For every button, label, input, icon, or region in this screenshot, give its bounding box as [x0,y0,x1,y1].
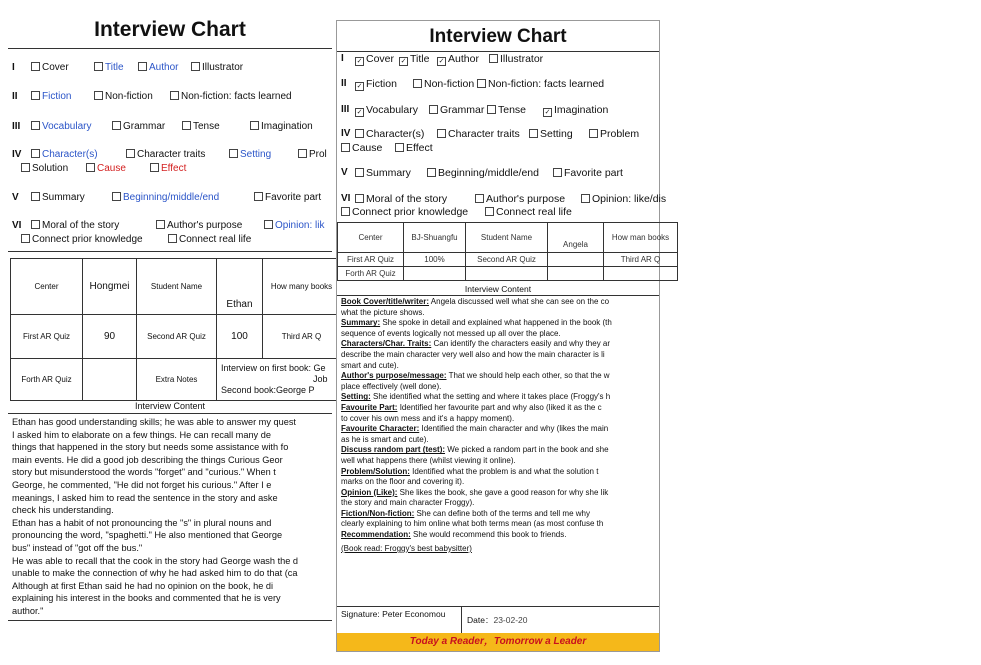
right-interview-sheet [336,20,670,652]
right-checkbox-vocabulary[interactable] [355,104,418,117]
entry-label: Book Cover/title/writer: [341,297,430,306]
left-checkbox-beginning-middle-end[interactable] [112,192,219,203]
date-value: 23-02-20 [493,615,528,625]
checkbox-icon [589,129,598,138]
checkbox-icon [170,91,179,100]
entry-text: as he is smart and cute). [341,434,429,444]
checkbox-label: Summary [42,192,85,203]
date-label: Date： [467,615,494,625]
left-checkbox-favorite-part[interactable] [254,192,321,203]
content-entry [341,414,981,425]
extra-line2: Job [313,374,328,384]
checkbox-label: Non-fiction: facts learned [488,78,605,90]
right-checkbox-moral-of-the-story[interactable] [355,193,447,205]
content-entry [341,382,981,393]
entry-label: Author's purpose/message: [341,371,447,381]
r-student-label: Student Name [466,223,548,253]
checkbox-icon [31,220,40,229]
right-checkbox-grammar[interactable] [429,104,484,116]
checkbox-label: Connect real life [179,234,252,245]
left-row-5-numeral: VI [12,220,22,231]
left-score-table [10,258,341,401]
checkbox-label: Title [410,53,430,65]
content-entry [341,339,981,350]
entry-label: Problem/Solution: [341,466,410,476]
checkbox-icon [191,62,200,71]
checkbox-icon [156,220,165,229]
entry-label: Summary: [341,318,381,328]
left-divider [8,251,332,252]
content-entry [341,456,981,467]
content-entry [341,350,981,361]
r-center-label: Center [338,223,404,253]
checkbox-icon [138,62,147,71]
entry-text: Identified her favourite part and why also (liked it as the c [397,402,602,412]
entry-text: clearly explaining to him online what both terms mean (as most confuse th [341,519,604,529]
checkbox-icon [31,91,40,100]
checkbox-label: Cause [352,142,383,154]
checkbox-icon [341,207,350,216]
checkbox-icon [86,163,95,172]
checkbox-icon [21,163,30,172]
entry-text: Identified what the problem is and what the solution t [409,466,599,476]
student-label: Student Name [137,259,217,315]
checkbox-label: Effect [161,163,187,174]
entry-text: place effectively (well done). [341,381,442,391]
checkbox-label: Author's purpose [167,220,243,231]
right-checkbox-title[interactable] [399,53,429,66]
content-entry [341,403,981,414]
left-row-0-numeral: I [12,62,15,73]
checkbox-label: Non-fiction: facts learned [181,91,292,102]
right-checkbox-cause[interactable] [341,142,382,154]
content-entry [341,318,981,329]
checkbox-label: Favorite part [564,167,623,179]
narrative-line: author." [12,605,44,616]
checkbox-label: Title [105,62,124,73]
narrative-line: story but misunderstood the words "forget" and "curious." When t [12,467,276,478]
checkbox-icon [475,194,484,203]
checkbox-label: Character(s) [366,128,425,140]
checked-box-icon [355,108,364,117]
checkbox-label: Author [149,62,179,73]
content-entry [341,329,981,340]
checkbox-icon [437,129,446,138]
r-center-value: BJ-Shuangfu [404,223,466,253]
checkbox-icon [355,194,364,203]
entry-text: She would recommend this book to friends. [410,530,567,540]
narrative-line: Ethan has a habit of not pronouncing the "s" in plural nouns and [12,517,272,528]
checkbox-icon [553,168,562,177]
checkbox-icon [413,79,422,88]
right-checkbox-author[interactable] [437,53,479,66]
checkbox-icon [341,143,350,152]
entry-text: sequence of events logically not messed up all over the place. [341,328,561,338]
checkbox-label: Fiction [42,91,72,102]
checkbox-icon [250,121,259,130]
checkbox-label: Tense [193,121,220,132]
left-narrative [12,416,298,618]
checkbox-icon [21,234,30,243]
checkbox-icon [31,192,40,201]
right-checkbox-summary[interactable] [355,167,411,179]
checkbox-icon [355,129,364,138]
checkbox-label: Connect prior knowledge [32,234,143,245]
r-quiz3-label: Third AR Q [604,253,678,267]
checkbox-icon [229,149,238,158]
entry-label: Recommendation: [341,530,411,540]
checkbox-label: Moral of the story [42,220,120,231]
checkbox-label: Grammar [123,121,166,132]
narrative-line: George, he commented, "He did not forget his curious." After I e [12,479,272,490]
quiz1-value: 90 [83,315,137,359]
narrative-line: bus" instead of "got off the bus." [12,542,143,553]
entry-label: Favourite Part: [341,402,398,412]
right-score-table [337,222,678,281]
checkbox-icon [254,192,263,201]
checked-box-icon [437,57,446,66]
narrative-line: main events. He did a good job describing the things Curious Geor [12,454,283,465]
checkbox-label: Solution [32,163,69,174]
content-entry [341,424,981,435]
center-value: Hongmei [83,259,137,315]
entry-text: Can identify the characters easily and why they ar [431,339,611,349]
right-content-header: Interview Content [464,284,532,294]
checkbox-icon [168,234,177,243]
entry-text: marks on the floor and covering it). [341,477,465,487]
checkbox-icon [355,168,364,177]
r-quiz4-label: Forth AR Quiz [338,267,404,281]
entry-label: Opinion (Like): [341,487,398,497]
checkbox-label: Author [448,53,479,65]
left-checkbox-grammar[interactable] [112,121,165,132]
slogan-bar: Today a Reader，Tomorrow a Leader [337,633,659,651]
right-checkbox-illustrator[interactable] [489,53,543,65]
r-quiz1-label: First AR Quiz [338,253,404,267]
right-row-2-numeral: III [341,104,350,115]
quiz3-label: Third AR Q [263,315,341,359]
left-checkbox-character-traits[interactable] [126,149,205,160]
entry-text: She identified what the setting and where it takes place (Froggy's h [370,392,611,402]
r-books-label: How man books [604,223,678,253]
checkbox-icon [31,149,40,158]
right-row-0-numeral: I [341,53,344,64]
checkbox-label: Setting [540,128,573,140]
entry-text: well what happens there (whilst viewing it online). [341,455,516,465]
entry-text: to cover his own mess and it's a happy moment). [341,413,515,423]
checkbox-icon [182,121,191,130]
r-quiz1-value: 100% [404,253,466,267]
content-entry [341,445,981,456]
right-checkbox-character-s[interactable] [355,128,424,140]
entry-text: That we should help each other, so that the w [446,371,610,381]
checkbox-label: Imagination [261,121,313,132]
narrative-line: check his understanding. [12,505,114,516]
left-checkbox-author-s-purpose[interactable] [156,220,242,231]
left-row-3-numeral: IV [12,149,22,160]
checkbox-icon [112,192,121,201]
left-row-4-numeral: V [12,192,19,203]
right-checkbox-character-traits[interactable] [437,128,520,140]
extra-label: Extra Notes [137,359,217,401]
entry-text: Identified the main character and why (likes the main [419,424,609,434]
checkbox-label: Problem [600,128,640,140]
content-entry [341,392,981,403]
checked-box-icon [399,57,408,66]
entry-label: Fiction/Non-fiction: [341,508,415,518]
extra-line3: Second book:George P [221,385,315,395]
right-checkbox-fiction[interactable] [355,78,397,91]
checkbox-label: Opinion: lik [275,220,325,231]
checkbox-label: Non-fiction [105,91,153,102]
content-entry [341,488,981,499]
right-checkbox-non-fiction-facts-learned[interactable] [477,78,604,90]
checkbox-label: Character traits [137,149,206,160]
books-label: How many books [263,259,341,315]
checkbox-label: Beginning/middle/end [438,167,539,179]
entry-text: She likes the book, she gave a good reason for why she lik [397,487,609,497]
left-checkbox-cause[interactable] [86,163,126,174]
content-entry [341,467,981,478]
left-checkbox-solution[interactable] [21,163,68,174]
quiz2-value: 100 [217,315,263,359]
checkbox-icon [298,149,307,158]
quiz1-label: First AR Quiz [11,315,83,359]
checkbox-icon [489,54,498,63]
entry-text: what the picture shows. [341,307,425,317]
right-title: Interview Chart [337,21,659,52]
checkbox-label: Opinion: like/dis [592,193,667,205]
entry-label: Setting: [341,392,371,402]
right-checkbox-tense[interactable] [487,104,526,116]
narrative-line: Although at first Ethan said he had no opinion on the book, he di [12,580,274,591]
right-checkbox-favorite-part[interactable] [553,167,623,179]
right-checkbox-opinion-like-dis[interactable] [581,193,666,205]
left-checkbox-title[interactable] [94,62,124,73]
narrative-line: Ethan has good understanding skills; he was able to answer my quest [12,417,296,427]
left-checkbox-cover[interactable] [31,62,69,73]
checked-box-icon [355,82,364,91]
center-label: Center [11,259,83,315]
quiz4-label: Forth AR Quiz [11,359,83,401]
checkbox-label: Cover [366,53,395,65]
left-checkbox-character-s[interactable] [31,149,98,160]
left-checkbox-fiction[interactable] [31,91,71,102]
extra-line1: Interview on first book: Ge [221,363,326,373]
entry-text: She spoke in detail and explained what happened in the book (th [380,318,612,328]
entry-text: the story and main character Froggy). [341,498,475,508]
left-checkbox-author[interactable] [138,62,178,73]
right-checkbox-non-fiction[interactable] [413,78,474,90]
student-value: Ethan [217,259,263,315]
checkbox-icon [31,121,40,130]
right-checkbox-beginning-middle-end[interactable] [427,167,539,179]
checkbox-label: Author's purpose [486,193,566,205]
content-entry [341,371,981,382]
content-entry [341,509,981,520]
left-checkbox-illustrator[interactable] [191,62,243,73]
checkbox-label: Connect real life [496,206,572,218]
checkbox-label: Illustrator [202,62,244,73]
left-checkbox-vocabulary[interactable] [31,121,91,132]
checkbox-icon [150,163,159,172]
right-row-1-numeral: II [341,78,347,89]
r-student-value: Angela [548,223,604,253]
entry-label: Discuss random part (test): [341,445,446,455]
narrative-line: meanings, I asked him to read the sentence in the story and aske [12,492,278,503]
r-quiz2-label: Second AR Quiz [466,253,548,267]
left-checkbox-connect-real-life[interactable] [168,234,251,245]
left-checkbox-tense[interactable] [182,121,220,132]
checkbox-icon [529,129,538,138]
checkbox-icon [31,62,40,71]
checkbox-icon [477,79,486,88]
quiz2-label: Second AR Quiz [137,315,217,359]
entry-text: She can define both of the terms and tell me why [414,508,590,518]
right-checkbox-cover[interactable] [355,53,394,66]
left-checkbox-moral-of-the-story[interactable] [31,220,119,231]
entry-label: Characters/Char. Traits: [341,339,432,349]
checkbox-label: Fiction [366,78,397,90]
checkbox-icon [427,168,436,177]
checkbox-label: Cause [97,163,126,174]
left-title: Interview Chart [8,8,332,49]
left-row-1-numeral: II [12,91,18,102]
content-entry [341,498,981,509]
signature-row [337,606,659,633]
right-checkbox-connect-prior-knowledge[interactable] [341,206,468,218]
left-checkbox-effect[interactable] [150,163,186,174]
checkbox-label: Cover [42,62,69,73]
checkbox-icon [94,91,103,100]
right-checkbox-setting[interactable] [529,128,573,140]
checked-box-icon [355,57,364,66]
checkbox-label: Favorite part [265,192,322,203]
checkbox-label: Effect [406,142,433,154]
right-checkbox-connect-real-life[interactable] [485,206,572,218]
right-checkbox-effect[interactable] [395,142,433,154]
content-entry [341,530,981,541]
checkbox-label: Moral of the story [366,193,448,205]
checkbox-label: Grammar [440,104,485,116]
checkbox-label: Summary [366,167,411,179]
left-row-2-numeral: III [12,121,21,132]
right-checkbox-problem[interactable] [589,128,639,140]
right-checkbox-imagination[interactable] [543,104,608,117]
checkbox-icon [112,121,121,130]
content-entry [341,361,981,372]
left-checkbox-prol[interactable] [298,149,327,160]
checkbox-label: Character traits [448,128,520,140]
book-read-note: (Book read: Froggy's best babysitter) [341,544,472,553]
signature-label: Signature: Peter Economou [341,609,446,619]
checkbox-label: Beginning/middle/end [123,192,220,203]
left-interview-sheet [8,8,332,648]
right-row-4-numeral: V [341,167,348,178]
checkbox-label: Illustrator [500,53,544,65]
narrative-line: pronouncing the word, "spaghetti." He also mentioned that George [12,530,283,541]
entry-text: We picked a random part in the book and she [445,445,609,455]
entry-text: smart and cute). [341,360,399,370]
entry-text: describe the main character very well also and how the main character is li [341,349,605,359]
checked-box-icon [543,108,552,117]
content-entry [341,435,981,446]
right-content-entries [341,297,981,541]
checkbox-label: Vocabulary [366,104,418,116]
checkbox-icon [395,143,404,152]
checkbox-icon [581,194,590,203]
checkbox-label: Imagination [554,104,609,116]
entry-label: Favourite Character: [341,424,420,434]
checkbox-label: Connect prior knowledge [352,206,469,218]
narrative-line: things that happened in the story but needs some assistance with fo [12,442,289,453]
right-row-3-numeral: IV [341,128,351,139]
checkbox-label: Tense [498,104,527,116]
left-checkbox-imagination[interactable] [250,121,313,132]
content-entry [341,519,981,530]
left-checkbox-opinion-lik[interactable] [264,220,324,231]
checkbox-label: Prol [309,149,327,160]
left-checkbox-non-fiction[interactable] [94,91,153,102]
checkbox-icon [264,220,273,229]
right-row-5-numeral: VI [341,193,351,204]
narrative-line: unable to make the connection of why he had asked him to do that (ca [12,568,298,579]
checkbox-icon [485,207,494,216]
narrative-line: explaining his interest in the books and commented that he is very [12,593,281,604]
narrative-line: He was able to recall that the cook in the story had George wash the d [12,555,298,566]
narrative-line: I asked him to elaborate on a few things. He can recall many de [12,429,271,440]
checkbox-icon [487,105,496,114]
right-checkbox-author-s-purpose[interactable] [475,193,565,205]
content-entry [341,308,981,319]
entry-text: Angela discussed well what she can see on the co [429,297,610,306]
checkbox-label: Character(s) [42,149,98,160]
checkbox-label: Setting [240,149,272,160]
content-entry [341,477,981,488]
checkbox-label: Non-fiction [424,78,475,90]
checkbox-icon [94,62,103,71]
content-entry [341,297,981,308]
left-checkbox-non-fiction-facts-learned[interactable] [170,91,292,102]
checkbox-icon [126,149,135,158]
left-checkbox-summary[interactable] [31,192,85,203]
left-checkbox-setting[interactable] [229,149,271,160]
left-content-header: Interview Content [134,401,206,411]
checkbox-icon [429,105,438,114]
left-checkbox-connect-prior-knowledge[interactable] [21,234,143,245]
checkbox-label: Vocabulary [42,121,92,132]
